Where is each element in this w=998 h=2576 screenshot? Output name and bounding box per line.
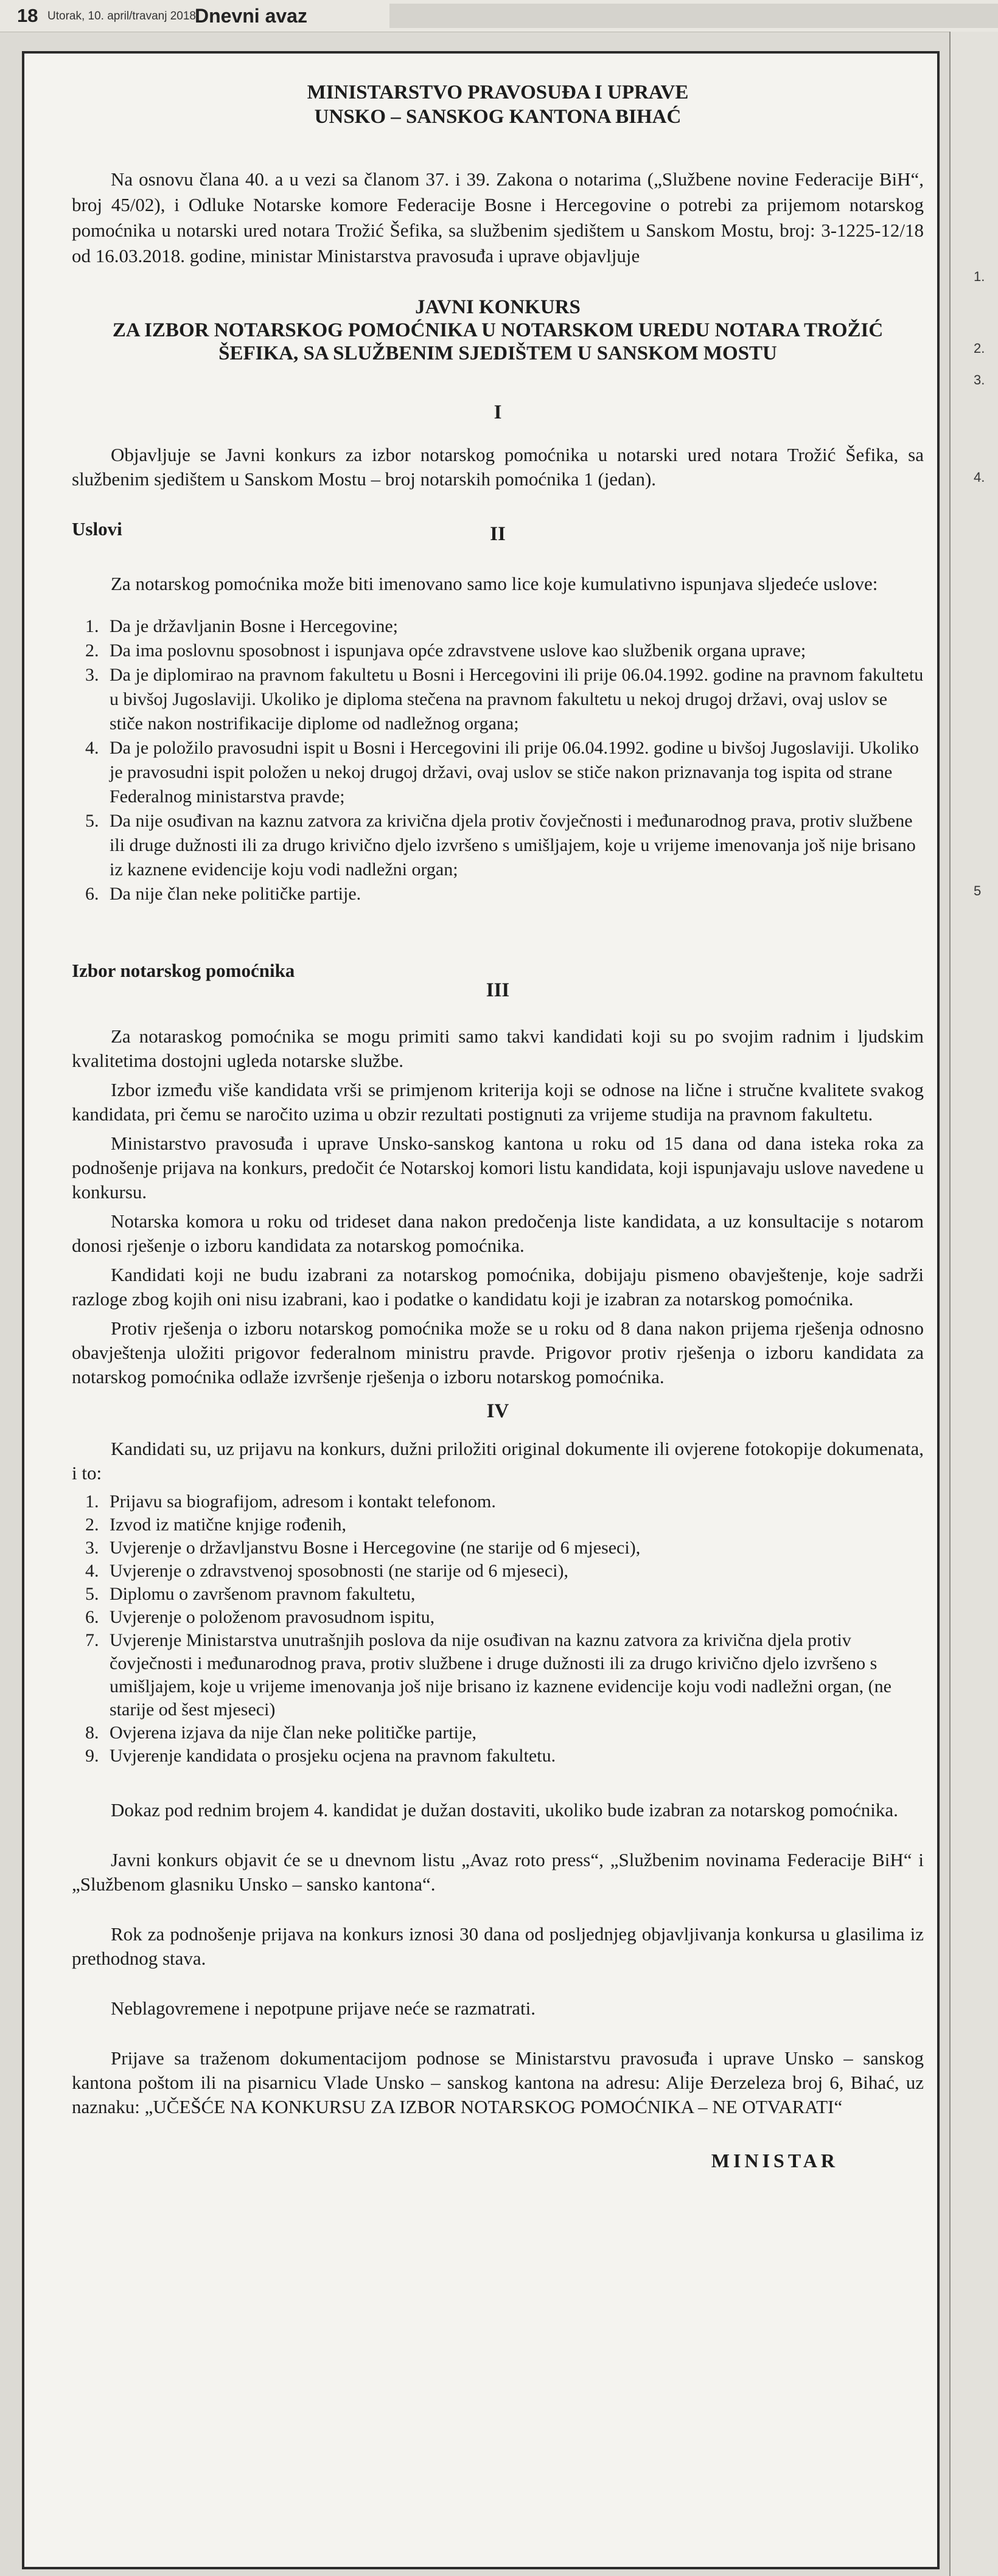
documents-list (72, 1490, 924, 1768)
section-4-lead: Kandidati su, uz prijavu na konkurs, dužni priložiti original dokumente ili ovjerene fotokopije dokumenata, i to: (72, 1438, 924, 1484)
page-number: 18 (17, 5, 38, 26)
adjacent-item-3: 3. (974, 372, 985, 387)
document-item: 7. Uvjerenje Ministarstva unutrašnjih poslova da nije osuđivan na kaznu zatvora za krivična djela protiv čovječnosti i međunarodnog prava, protiv službene i druge dužnosti ili za drugo krivično djelo izvršeno s umišljajem, koje u vrijeme imenovanja još nije brisano iz kaznene evidencije koju vodi nadležni organ, (ne starije od šest mjeseci) (103, 1629, 924, 1721)
section-1-numeral: I (494, 401, 502, 423)
section-4-numeral: IV (486, 1400, 509, 1422)
section-3-paragraph: Za notaraskog pomoćnika se mogu primiti samo takvi kandidati koji su po svojim radnim i ljudskim kvalitetima dostojni ugleda notarske službe. (72, 1026, 924, 1071)
newspaper-name: Dnevni avaz (195, 5, 307, 27)
section-1-text: Objavljuje se Javni konkurs za izbor notarskog pomoćnika u notarski ured notara Trožić Šefika, sa službenim sjedištem u Sanskom Mostu – broj notarskih pomoćnika 1 (jedan). (72, 444, 924, 490)
adjacent-item-4: 4. (974, 470, 985, 485)
signature-title: MINISTAR (711, 2150, 839, 2172)
section-2-heading-row (72, 518, 924, 543)
title-line-1: JAVNI KONKURS (415, 296, 581, 318)
document-item: 2. Izvod iz matične knjige rođenih, (103, 1513, 924, 1536)
closing-paragraph: Dokaz pod rednim brojem 4. kandidat je dužan dostaviti, ukoliko bude izabran za notarskog pomoćnika. (111, 1799, 898, 1821)
header-bleed-through (389, 4, 998, 28)
section-2-lead: Za notarskog pomoćnika može biti imenovano samo lice koje kumulativno ispunjava sljedeće uslove: (111, 573, 878, 594)
issue-date: Utorak, 10. april/travanj 2018. (47, 10, 200, 23)
closing-paragraph: Neblagovremene i nepotpune prijave neće se razmatrati. (111, 1998, 536, 2019)
closing-paragraph: Javni konkurs objavit će se u dnevnom listu „Avaz roto press“, „Službenim novinama Federacije BiH“ i „Službenom glasniku Unsko – sansko kantona“. (72, 1849, 924, 1895)
section-2-label: Uslovi (72, 518, 122, 540)
document-item: 1. Prijavu sa biografijom, adresom i kontakt telefonom. (103, 1490, 924, 1513)
condition-item: 2. Da ima poslovnu sposobnost i ispunjava opće zdravstvene uslove kao službenik organa uprave; (103, 639, 924, 663)
condition-item: 6. Da nije član neke političke partije. (103, 882, 924, 906)
condition-item: 4. Da je položilo pravosudni ispit u Bosni i Hercegovini ili prije 06.04.1992. godine u bivšoj Jugoslaviji. Ukoliko je pravosudni ispit položen u nekoj drugoj državi, ovaj uslov se stiče nakon priznavanja tog ispita od strane Federalnog ministarstva pravde; (103, 736, 924, 809)
document-item: 5. Diplomu o završenom pravnom fakultetu, (103, 1583, 924, 1606)
notice-content (72, 75, 924, 2172)
condition-item: 5. Da nije osuđivan na kaznu zatvora za krivična djela protiv čovječnosti i međunarodnog prava, protiv službene ili druge dužnosti ili za drugo krivično djelo izvršeno s umišljajem, koje u vrijeme imenovanja još nije brisano iz kaznene evidencije koju vodi nadležni organ; (103, 809, 924, 882)
adjacent-item-2: 2. (974, 341, 985, 356)
section-3-numeral: III (486, 979, 510, 1001)
issuer-line-1: MINISTARSTVO PRAVOSUĐA I UPRAVE (307, 82, 689, 103)
closing-paragraph: Prijave sa traženom dokumentacijom podnose se Ministarstvu pravosuđa i uprave Unsko – sanskog kantona poštom ili na pisarnicu Vlade Unsko – sanskog kantona na adresu: Alije Đerzeleza broj 6, Bihać, uz naznaku: „UČEŠĆE NA KONKURSU ZA IZBOR NOTARSKOG POMOĆNIKA – NE OTVARATI“ (72, 2047, 924, 2117)
document-item: 3. Uvjerenje o državljanstvu Bosne i Hercegovine (ne starije od 6 mjeseci), (103, 1536, 924, 1560)
document-item: 9. Uvjerenje kandidata o prosjeku ocjena na pravnom fakultetu. (103, 1745, 924, 1768)
document-item: 6. Uvjerenje o položenom pravosudnom ispitu, (103, 1606, 924, 1629)
title-line-2: ZA IZBOR NOTARSKOG POMOĆNIKA U NOTARSKOM UREDU NOTARA TROŽIĆ (112, 319, 884, 341)
section-3-label: Izbor notarskog pomoćnika (72, 960, 295, 981)
section-3-paragraph: Izbor između više kandidata vrši se primjenom kriterija koji se odnose na lične i stručne kvalitete svakog kandidata, pri čemu se naročito uzima u obzir rezultati postignuti za vrijeme studija na pravnom fakultetu. (72, 1079, 924, 1125)
section-3-paragraph: Kandidati koji ne budu izabrani za notarskog pomoćnika, dobijaju pismeno obavještenje, koje sadrži razloge zbog kojih oni nisu izabrani, kao i podatke o kandidatu koji je izabran za notarskog pomoćnika. (72, 1264, 924, 1310)
title-line-3: ŠEFIKA, SA SLUŽBENIM SJEDIŠTEM U SANSKOM MOSTU (218, 342, 777, 364)
issuer-line-2: UNSKO – SANSKOG KANTONA BIHAĆ (314, 106, 682, 128)
document-item: 4. Uvjerenje o zdravstvenoj sposobnosti (ne starije od 6 mjeseci), (103, 1560, 924, 1583)
section-3-paragraph: Notarska komora u roku od trideset dana nakon predočenja liste kandidata, a uz konsultacije s notarom donosi rješenje o izboru kandidata za notarskog pomoćnika. (72, 1210, 924, 1256)
newspaper-header (0, 0, 998, 32)
document-item: 8. Ovjerena izjava da nije član neke političke partije, (103, 1721, 924, 1745)
adjacent-column (949, 32, 998, 2576)
section-2-numeral: II (490, 523, 506, 545)
closing-paragraph: Rok za podnošenje prijava na konkurs iznosi 30 dana od posljednjeg objavljivanja konkursa u glasilima iz prethodnog stava. (72, 1923, 924, 1969)
adjacent-item-1: 1. (974, 269, 985, 284)
section-3-heading-row (72, 960, 924, 1001)
section-3-paragraph: Ministarstvo pravosuđa i uprave Unsko-sanskog kantona u roku od 15 dana od dana isteka roka za podnošenje prijava na konkurs, predočit će Notarskoj komori listu kandidata, koji ispunjavaju uslove navedene u konkursu. (72, 1133, 924, 1203)
adjacent-item-5: 5 (974, 883, 982, 898)
condition-item: 1. Da je državljanin Bosne i Hercegovine; (103, 614, 924, 639)
conditions-list (72, 614, 924, 906)
condition-item: 3. Da je diplomirao na pravnom fakultetu u Bosni i Hercegovini ili prije 06.04.1992. godine na pravnom fakultetu u bivšoj Jugoslaviji. Ukoliko je diploma stečena na pravnom fakultetu u nekoj drugoj državi, ovaj uslov se stiče nakon nostrifikacije diplome od nadležnog organa; (103, 663, 924, 736)
section-3-paragraph: Protiv rješenja o izboru notarskog pomoćnika može se u roku od 8 dana nakon prijema rješenja odnosno obavještenja uložiti prigovor federalnom ministru pravde. Prigovor protiv rješenja o izboru kandidata za notarskog pomoćnika odlaže izvršenje rješenja o izboru notarskog pomoćnika. (72, 1318, 924, 1387)
legal-notice-box (22, 51, 940, 2569)
intro-paragraph: Na osnovu člana 40. a u vezi sa članom 37. i 39. Zakona o notarima („Službene novine Federacije BiH“, broj 45/02), i Odluke Notarske komore Federacije Bosne i Hercegovine o potrebi za prijemom notarskog pomoćnika u notarski ured notara Trožić Šefika, sa službenim sjedištem u Sanskom Mostu, broj: 3-1225-12/18 od 16.03.2018. godine, ministar Ministarstva pravosuđa i uprave objavljuje (72, 168, 924, 266)
